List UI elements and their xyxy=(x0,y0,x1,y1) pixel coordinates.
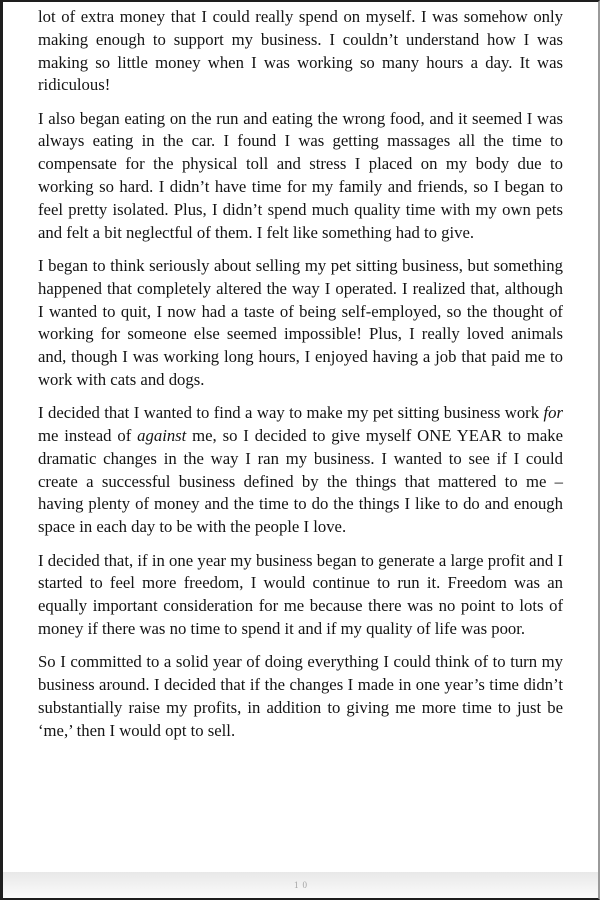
paragraph: I decided that, if in one year my business began to generate a large profit and I started to feel more freedom, I would continue to run it. Freedom was an equally important consideration for me because there was no point to lots of money if there was no time to spend it and if my quality of life was poor. xyxy=(38,550,563,638)
paragraph: I also began eating on the run and eating the wrong food, and it seemed I was always eating in the car. I found I was getting massages all the time to compensate for the physical toll and stress I placed on my body due to working so hard. I didn’t have time for my family and friends, so I began to feel pretty isolated. Plus, I didn’t spend much quality time with my own pets and felt a bit neglectful of them. I felt like something had to give. xyxy=(38,108,563,242)
paragraph: lot of extra money that I could really spend on myself. I was somehow only making enough to support my business. I couldn’t understand how I was making so little money when I was working so many hours a day. It was ridiculous! xyxy=(38,7,563,95)
page-number: 10 xyxy=(294,880,311,890)
paragraph: So I committed to a solid year of doing everything I could think of to turn my business around. I decided that if the changes I made in one year’s time didn’t substantially raise my profits, in addition to giving me more time to just be ‘me,’ then I would opt to sell. xyxy=(38,652,563,740)
paragraph: I decided that I wanted to find a way to make my pet sitting business work for me instead of against me, so I decided to give myself ONE YEAR to make dramatic changes in the way I ran my business. I wanted to see if I could create a successful business defined by the things that mattered to me – having plenty of money and the time to do the things I like to do and enough space in each day to be with the people I love. xyxy=(38,403,563,537)
paragraph: I began to think seriously about selling my pet sitting business, but something happened that completely altered the way I operated. I realized that, although I wanted to quit, I now had a taste of being self-employed, so the thought of working for someone else seemed impossible! Plus, I really loved animals and, though I was working long hours, I enjoyed having a job that paid me to work with cats and dogs. xyxy=(38,255,563,389)
page-footer xyxy=(3,872,598,898)
page-text xyxy=(38,6,563,753)
